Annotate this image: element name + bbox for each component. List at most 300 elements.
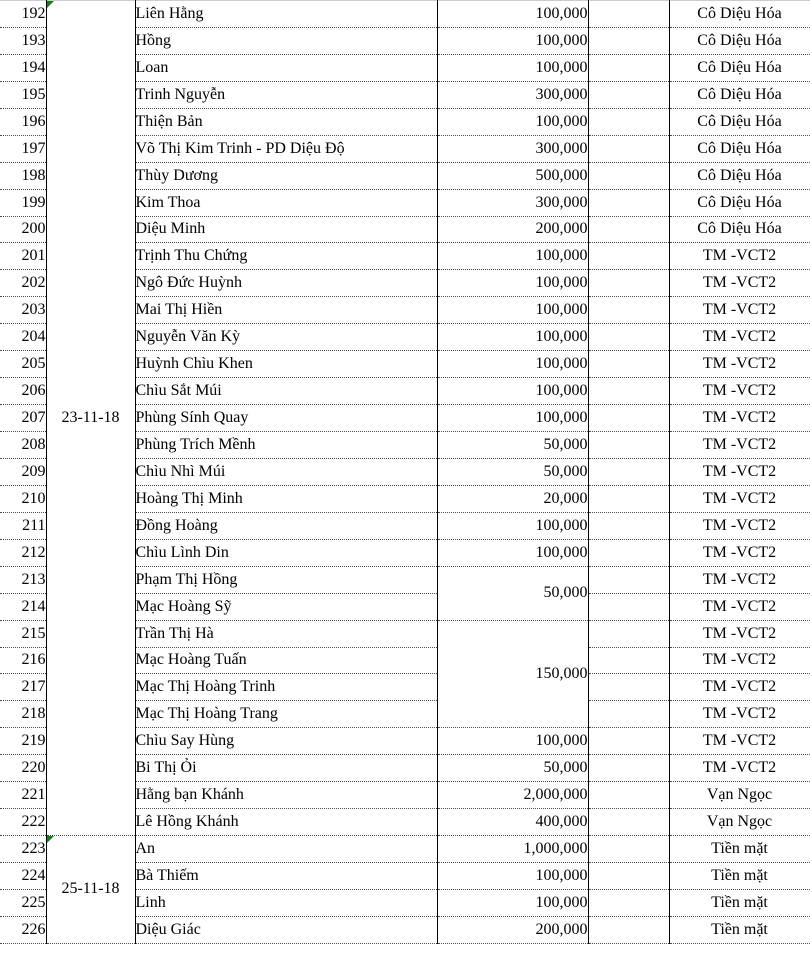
method-cell-text: Cô Diệu Hóa	[697, 85, 782, 103]
name-cell[interactable]	[135, 539, 437, 566]
row-number-cell[interactable]	[0, 889, 46, 916]
amount-cell-text: 100,000	[535, 409, 588, 427]
name-cell-text: Thiện Bản	[135, 112, 203, 130]
name-cell[interactable]	[135, 297, 437, 324]
amount-cell-text: 100,000	[535, 31, 588, 49]
name-cell-text: Trịnh Thu Chứng	[135, 247, 248, 265]
row-number-cell-text: 219	[21, 732, 46, 750]
name-cell[interactable]	[135, 701, 437, 728]
name-cell[interactable]	[135, 351, 437, 378]
row-number-cell-text: 197	[21, 139, 46, 157]
method-cell-text: TM -VCT2	[702, 651, 777, 669]
method-cell[interactable]	[669, 782, 810, 809]
amount-cell[interactable]	[437, 485, 588, 512]
amount-cell[interactable]	[437, 243, 588, 270]
amount-cell-text: 100,000	[535, 382, 588, 400]
amount-cell[interactable]	[437, 54, 588, 81]
method-cell[interactable]	[669, 27, 810, 54]
amount-cell-text: 300,000	[535, 193, 588, 211]
amount-cell[interactable]	[437, 916, 588, 943]
name-cell[interactable]	[135, 378, 437, 405]
name-cell[interactable]	[135, 243, 437, 270]
amount-cell-text: 100,000	[535, 328, 588, 346]
name-cell[interactable]	[135, 647, 437, 674]
name-cell[interactable]	[135, 108, 437, 135]
name-cell[interactable]	[135, 782, 437, 809]
method-cell[interactable]	[669, 432, 810, 459]
name-cell-text: Chìu Sắt Múi	[135, 382, 222, 400]
error-marker-icon	[47, 1, 54, 8]
row-number-cell[interactable]	[0, 701, 46, 728]
method-cell-text: Cô Diệu Hóa	[697, 166, 782, 184]
amount-cell[interactable]	[437, 432, 588, 459]
row-number-cell[interactable]	[0, 863, 46, 890]
name-cell[interactable]	[135, 566, 437, 593]
row-number-cell[interactable]	[0, 297, 46, 324]
method-cell-text: TM -VCT2	[702, 274, 777, 292]
error-marker-icon	[47, 836, 54, 843]
row-number-cell-text: 225	[21, 893, 46, 911]
amount-cell[interactable]	[437, 566, 588, 620]
name-cell-text: Bà Thiếm	[135, 866, 199, 884]
amount-cell[interactable]	[437, 297, 588, 324]
blank-cell[interactable]	[588, 135, 669, 162]
method-cell-text: TM -VCT2	[702, 705, 777, 723]
amount-cell-text: 100,000	[535, 112, 588, 130]
row-number-cell[interactable]	[0, 162, 46, 189]
name-cell-text: Nguyễn Văn Kỳ	[135, 328, 241, 346]
amount-cell[interactable]	[437, 108, 588, 135]
method-cell-text: Tiền mặt	[711, 840, 768, 858]
blank-cell[interactable]	[588, 297, 669, 324]
amount-cell[interactable]	[437, 620, 588, 728]
method-cell[interactable]	[669, 674, 810, 701]
method-cell[interactable]	[669, 512, 810, 539]
blank-cell[interactable]	[588, 674, 669, 701]
name-cell[interactable]	[135, 189, 437, 216]
amount-cell[interactable]	[437, 889, 588, 916]
amount-cell[interactable]	[437, 405, 588, 432]
name-cell-text: Bi Thị Ỏi	[135, 759, 197, 777]
name-cell[interactable]	[135, 674, 437, 701]
blank-cell[interactable]	[588, 485, 669, 512]
method-cell[interactable]	[669, 836, 810, 863]
method-cell-text: TM -VCT2	[702, 409, 777, 427]
amount-cell[interactable]	[437, 162, 588, 189]
amount-cell[interactable]	[437, 27, 588, 54]
row-number-cell-text: 199	[21, 193, 46, 211]
name-cell[interactable]	[135, 81, 437, 108]
name-cell-text: Trinh Nguyễn	[135, 85, 226, 103]
amount-cell[interactable]	[437, 324, 588, 351]
date-cell[interactable]	[46, 1, 135, 836]
amount-cell[interactable]	[437, 809, 588, 836]
row-number-cell[interactable]	[0, 782, 46, 809]
name-cell[interactable]	[135, 485, 437, 512]
method-cell-text: TM -VCT2	[702, 489, 777, 507]
row-number-cell[interactable]	[0, 243, 46, 270]
amount-cell-text: 500,000	[535, 166, 588, 184]
name-cell[interactable]	[135, 809, 437, 836]
method-cell[interactable]	[669, 1, 810, 28]
name-cell[interactable]	[135, 755, 437, 782]
blank-cell[interactable]	[588, 916, 669, 943]
row-number-cell[interactable]	[0, 593, 46, 620]
method-cell-text: Cô Diệu Hóa	[697, 139, 782, 157]
method-cell[interactable]	[669, 135, 810, 162]
blank-cell[interactable]	[588, 270, 669, 297]
blank-cell[interactable]	[588, 216, 669, 243]
date-cell[interactable]	[46, 836, 135, 944]
blank-cell[interactable]	[588, 755, 669, 782]
amount-cell[interactable]	[437, 1, 588, 28]
row-number-cell-text: 223	[21, 840, 46, 858]
amount-cell[interactable]	[437, 216, 588, 243]
method-cell[interactable]	[669, 216, 810, 243]
method-cell[interactable]	[669, 539, 810, 566]
amount-cell-text: 100,000	[535, 247, 588, 265]
name-cell[interactable]	[135, 458, 437, 485]
row-number-cell-text: 201	[21, 247, 46, 265]
method-cell[interactable]	[669, 108, 810, 135]
blank-cell[interactable]	[588, 405, 669, 432]
name-cell-text: Hoàng Thị Minh	[135, 489, 243, 507]
row-number-cell[interactable]	[0, 620, 46, 647]
method-cell-text: TM -VCT2	[702, 328, 777, 346]
blank-cell[interactable]	[588, 243, 669, 270]
name-cell-text: Võ Thị Kim Trinh - PD Diệu Độ	[135, 139, 345, 157]
method-cell-text: Cô Diệu Hóa	[697, 31, 782, 49]
amount-cell[interactable]	[437, 189, 588, 216]
method-cell[interactable]	[669, 458, 810, 485]
name-cell[interactable]	[135, 54, 437, 81]
date-cell-text: 23-11-18	[61, 409, 120, 427]
blank-cell[interactable]	[588, 378, 669, 405]
amount-cell[interactable]	[437, 351, 588, 378]
amount-cell[interactable]	[437, 863, 588, 890]
name-cell-text: Mạc Thị Hoàng Trinh	[135, 678, 276, 696]
blank-cell[interactable]	[588, 458, 669, 485]
blank-cell[interactable]	[588, 539, 669, 566]
name-cell-text: Mạc Hoàng Tuấn	[135, 651, 247, 669]
method-cell[interactable]	[669, 405, 810, 432]
name-cell[interactable]	[135, 512, 437, 539]
method-cell-text: TM -VCT2	[702, 570, 777, 588]
amount-cell-text: 100,000	[535, 301, 588, 319]
method-cell-text: Vạn Ngọc	[706, 786, 773, 804]
row-number-cell[interactable]	[0, 324, 46, 351]
name-cell-text: Mạc Hoàng Sỹ	[135, 597, 232, 615]
amount-cell-text: 300,000	[535, 85, 588, 103]
method-cell-text: Tiền mặt	[711, 893, 768, 911]
name-cell[interactable]	[135, 324, 437, 351]
method-cell-text: TM -VCT2	[702, 301, 777, 319]
blank-cell[interactable]	[588, 728, 669, 755]
name-cell[interactable]	[135, 836, 437, 863]
amount-cell-text: 50,000	[543, 435, 588, 453]
row-number-cell-text: 222	[21, 813, 46, 831]
blank-cell[interactable]	[588, 889, 669, 916]
name-cell[interactable]	[135, 432, 437, 459]
row-number-cell-text: 194	[21, 58, 46, 76]
method-cell[interactable]	[669, 889, 810, 916]
blank-cell[interactable]	[588, 432, 669, 459]
blank-cell[interactable]	[588, 189, 669, 216]
blank-cell[interactable]	[588, 863, 669, 890]
blank-cell[interactable]	[588, 81, 669, 108]
method-cell-text: TM -VCT2	[702, 382, 777, 400]
row-number-cell[interactable]	[0, 485, 46, 512]
row-number-cell[interactable]	[0, 81, 46, 108]
row-number-cell-text: 221	[21, 786, 46, 804]
amount-cell-text: 2,000,000	[523, 786, 588, 804]
amount-cell-text: 200,000	[535, 920, 588, 938]
method-cell-text: Cô Diệu Hóa	[697, 58, 782, 76]
row-number-cell[interactable]	[0, 755, 46, 782]
name-cell-text: Diệu Giác	[135, 920, 201, 938]
row-number-cell[interactable]	[0, 916, 46, 943]
blank-cell[interactable]	[588, 566, 669, 593]
blank-cell[interactable]	[588, 593, 669, 620]
method-cell-text: Tiền mặt	[711, 920, 768, 938]
name-cell[interactable]	[135, 270, 437, 297]
method-cell-text: Cô Diệu Hóa	[697, 112, 782, 130]
row-number-cell-text: 195	[21, 85, 46, 103]
name-cell[interactable]	[135, 135, 437, 162]
row-number-cell[interactable]	[0, 836, 46, 863]
blank-cell[interactable]	[588, 701, 669, 728]
method-cell[interactable]	[669, 189, 810, 216]
method-cell[interactable]	[669, 243, 810, 270]
amount-cell-text: 200,000	[535, 220, 588, 238]
method-cell-text: TM -VCT2	[702, 624, 777, 642]
row-number-cell-text: 213	[21, 570, 46, 588]
amount-cell[interactable]	[437, 539, 588, 566]
name-cell[interactable]	[135, 863, 437, 890]
row-number-cell[interactable]	[0, 539, 46, 566]
blank-cell[interactable]	[588, 512, 669, 539]
name-cell-text: Ngô Đức Huỳnh	[135, 274, 242, 292]
method-cell[interactable]	[669, 566, 810, 593]
row-number-cell-text: 193	[21, 31, 46, 49]
amount-cell-text: 100,000	[535, 4, 588, 22]
method-cell[interactable]	[669, 728, 810, 755]
method-cell-text: TM -VCT2	[702, 462, 777, 480]
method-cell[interactable]	[669, 54, 810, 81]
row-number-cell[interactable]	[0, 351, 46, 378]
amount-cell[interactable]	[437, 135, 588, 162]
method-cell-text: TM -VCT2	[702, 678, 777, 696]
amount-cell-text: 100,000	[535, 355, 588, 373]
method-cell[interactable]	[669, 809, 810, 836]
name-cell-text: Phùng Trích Mềnh	[135, 435, 256, 453]
method-cell[interactable]	[669, 755, 810, 782]
method-cell[interactable]	[669, 701, 810, 728]
method-cell-text: Cô Diệu Hóa	[697, 193, 782, 211]
amount-cell[interactable]	[437, 378, 588, 405]
row-number-cell[interactable]	[0, 405, 46, 432]
name-cell-text: Thùy Dương	[135, 166, 218, 184]
name-cell[interactable]	[135, 593, 437, 620]
name-cell-text: Mai Thị Hiền	[135, 301, 223, 319]
method-cell-text: TM -VCT2	[702, 597, 777, 615]
name-cell[interactable]	[135, 916, 437, 943]
row-number-cell[interactable]	[0, 108, 46, 135]
amount-cell[interactable]	[437, 755, 588, 782]
amount-cell-text: 100,000	[535, 274, 588, 292]
amount-cell[interactable]	[437, 728, 588, 755]
method-cell[interactable]	[669, 270, 810, 297]
row-number-cell-text: 207	[21, 409, 46, 427]
amount-cell-text: 100,000	[535, 543, 588, 561]
amount-cell-text: 100,000	[535, 893, 588, 911]
row-number-cell[interactable]	[0, 216, 46, 243]
row-number-cell-text: 212	[21, 543, 46, 561]
method-cell-text: TM -VCT2	[702, 435, 777, 453]
blank-cell[interactable]	[588, 162, 669, 189]
name-cell-text: Trần Thị Hà	[135, 624, 214, 642]
amount-cell-text: 50,000	[543, 462, 588, 480]
method-cell[interactable]	[669, 378, 810, 405]
amount-cell-text: 100,000	[535, 866, 588, 884]
row-number-cell[interactable]	[0, 728, 46, 755]
name-cell-text: Hằng bạn Khánh	[135, 786, 244, 804]
method-cell[interactable]	[669, 620, 810, 647]
name-cell[interactable]	[135, 620, 437, 647]
row-number-cell-text: 203	[21, 301, 46, 319]
blank-cell[interactable]	[588, 1, 669, 28]
method-cell-text: TM -VCT2	[702, 543, 777, 561]
row-number-cell[interactable]	[0, 270, 46, 297]
row-number-cell-text: 226	[21, 920, 46, 938]
row-number-cell-text: 208	[21, 435, 46, 453]
name-cell-text: Lê Hồng Khánh	[135, 813, 239, 831]
row-number-cell[interactable]	[0, 809, 46, 836]
method-cell[interactable]	[669, 351, 810, 378]
name-cell-text: Đồng Hoàng	[135, 516, 218, 534]
amount-cell-text: 100,000	[535, 58, 588, 76]
method-cell[interactable]	[669, 647, 810, 674]
row-number-cell-text: 209	[21, 462, 46, 480]
method-cell-text: Cô Diệu Hóa	[697, 220, 782, 238]
name-cell-text: Chìu Lình Din	[135, 543, 229, 561]
method-cell[interactable]	[669, 916, 810, 943]
method-cell[interactable]	[669, 162, 810, 189]
method-cell-text: Cô Diệu Hóa	[697, 4, 782, 22]
method-cell[interactable]	[669, 297, 810, 324]
method-cell[interactable]	[669, 593, 810, 620]
name-cell-text: Phạm Thị Hồng	[135, 570, 238, 588]
name-cell-text: Loan	[135, 58, 169, 76]
method-cell-text: Tiền mặt	[711, 866, 768, 884]
method-cell-text: TM -VCT2	[702, 759, 777, 777]
amount-cell[interactable]	[437, 836, 588, 863]
row-number-cell-text: 220	[21, 759, 46, 777]
row-number-cell[interactable]	[0, 458, 46, 485]
blank-cell[interactable]	[588, 647, 669, 674]
row-number-cell-text: 217	[21, 678, 46, 696]
method-cell[interactable]	[669, 863, 810, 890]
name-cell-text: Linh	[135, 893, 166, 911]
name-cell[interactable]	[135, 216, 437, 243]
name-cell-text: An	[135, 840, 156, 858]
name-cell[interactable]	[135, 1, 437, 28]
row-number-cell-text: 210	[21, 489, 46, 507]
method-cell-text: TM -VCT2	[702, 516, 777, 534]
row-number-cell[interactable]	[0, 189, 46, 216]
row-number-cell[interactable]	[0, 566, 46, 593]
amount-cell[interactable]	[437, 81, 588, 108]
row-number-cell-text: 214	[21, 597, 46, 615]
blank-cell[interactable]	[588, 620, 669, 647]
amount-cell[interactable]	[437, 270, 588, 297]
name-cell-text: Chìu Say Hùng	[135, 732, 235, 750]
row-number-cell[interactable]	[0, 378, 46, 405]
method-cell-text: TM -VCT2	[702, 355, 777, 373]
amount-cell[interactable]	[437, 458, 588, 485]
name-cell[interactable]	[135, 162, 437, 189]
name-cell-text: Huỳnh Chìu Khen	[135, 355, 253, 373]
row-number-cell-text: 215	[21, 624, 46, 642]
amount-cell[interactable]	[437, 782, 588, 809]
blank-cell[interactable]	[588, 782, 669, 809]
row-number-cell[interactable]	[0, 54, 46, 81]
amount-cell-text: 400,000	[535, 813, 588, 831]
amount-cell-text: 50,000	[543, 759, 588, 777]
name-cell-text: Mạc Thị Hoàng Trang	[135, 705, 278, 723]
blank-cell[interactable]	[588, 54, 669, 81]
row-number-cell[interactable]	[0, 647, 46, 674]
blank-cell[interactable]	[588, 27, 669, 54]
method-cell[interactable]	[669, 324, 810, 351]
row-number-cell-text: 224	[21, 866, 46, 884]
name-cell[interactable]	[135, 405, 437, 432]
row-number-cell[interactable]	[0, 135, 46, 162]
name-cell-text: Diệu Minh	[135, 220, 206, 238]
row-number-cell[interactable]	[0, 27, 46, 54]
name-cell[interactable]	[135, 889, 437, 916]
row-number-cell-text: 196	[21, 112, 46, 130]
blank-cell[interactable]	[588, 324, 669, 351]
amount-cell-text: 300,000	[535, 139, 588, 157]
name-cell[interactable]	[135, 728, 437, 755]
row-number-cell[interactable]	[0, 512, 46, 539]
amount-cell-text: 20,000	[543, 489, 588, 507]
name-cell-text: Phùng Sính Quay	[135, 409, 249, 427]
row-number-cell-text: 204	[21, 328, 46, 346]
row-number-cell-text: 218	[21, 705, 46, 723]
row-number-cell-text: 211	[22, 516, 46, 534]
row-number-cell-text: 216	[21, 651, 46, 669]
method-cell[interactable]	[669, 485, 810, 512]
amount-cell[interactable]	[437, 512, 588, 539]
row-number-cell[interactable]	[0, 432, 46, 459]
name-cell[interactable]	[135, 27, 437, 54]
blank-cell[interactable]	[588, 351, 669, 378]
method-cell-text: TM -VCT2	[702, 732, 777, 750]
row-number-cell[interactable]	[0, 674, 46, 701]
method-cell[interactable]	[669, 81, 810, 108]
row-number-cell-text: 206	[21, 382, 46, 400]
blank-cell[interactable]	[588, 809, 669, 836]
blank-cell[interactable]	[588, 108, 669, 135]
blank-cell[interactable]	[588, 836, 669, 863]
row-number-cell-text: 200	[21, 220, 46, 238]
table-row	[0, 836, 810, 863]
row-number-cell[interactable]	[0, 1, 46, 28]
method-cell-text: Vạn Ngọc	[706, 813, 773, 831]
amount-cell-text: 150,000	[535, 664, 588, 682]
